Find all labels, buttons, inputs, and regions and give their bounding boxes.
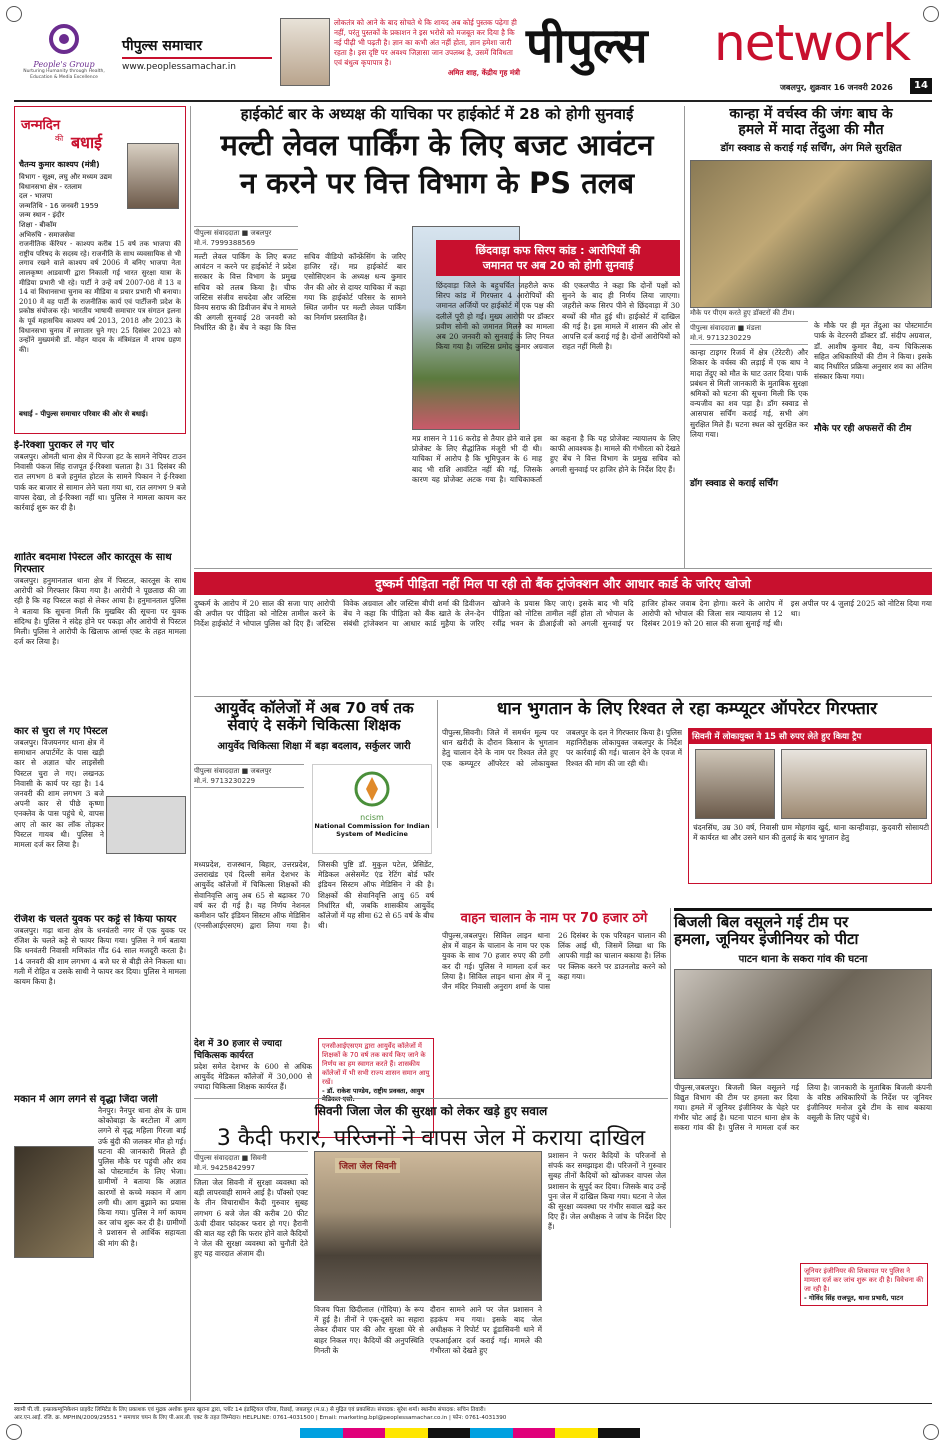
lead-headline-2: न करने पर वित्त विभाग के PS तलब: [239, 165, 635, 200]
cough-body: छिंदवाड़ा जिले के बहुचर्चित जहरीले कफ सिरप कांड में गिरफ्तार 4 आरोपियों की जमानत अर्जियों पर हाईकोर्ट में एक पक्ष की दलीलें पूरी हो गईं। मुख्य आरोपी पर डॉक्टर प्रवीण सोनी को जमानत मिलने का मामला अब 20 जनवरी को सुनवाई के लिए नियत किया गया है। जस्टिस प्रमोद कुमार अग्रवाल की एकलपीठ ने कहा कि दोनों पक्षों को सुनने के बाद ही निर्णय लिया जाएगा। जहरीले कफ सिरप पीने से छिंदवाड़ा में 30 बच्चों की मौत हुई थी। हाईकोर्ट में दाखिल की गई है। इस मामले में शासन की ओर से आपत्ति दर्ज कराई गई है। दोनों आरोपियों को राहत नहीं मिली है।: [436, 281, 680, 352]
birthday-name: चैतन्य कुमार काश्यप (मंत्री): [19, 160, 100, 169]
kanha-subhead-1: मौके पर रही अफसरों की टीम: [814, 424, 912, 435]
color-swatch: [513, 1428, 556, 1438]
kanha-body-2: के मौके पर ही मृत तेंदुआ का पोस्टमार्टम पार्क के वेटरनरी डॉक्टर डॉ. संदीप अग्रवाल, डॉ. आशीष कुमार वैद्य, वन्य चिकित्सक सहित अधिकारियों की टीम ने किया। इसके बाद निर्धारित प्रक्रिया अनुसार शव का अंतिम संस्कार किया गया।: [814, 321, 932, 382]
footer: [14, 1406, 932, 1422]
ncism-logo: [312, 764, 432, 854]
ncism-leaf-icon: [352, 769, 392, 809]
kanha-headline-1: कान्हा में वर्चस्व की जंगः बाघ के: [729, 106, 893, 122]
ayurveda-body: मध्यप्रदेश, राजस्थान, बिहार, उत्तरप्रदेश, उत्तराखंड एवं दिल्ली समेत देशभर के आयुर्वेद कॉलेजों में चिकित्सा शिक्षकों की सेवानिवृत्ति आयु अब 65 से बढ़ाकर 70 वर्ष कर दी गई है। यह निर्णय नेशनल कमीशन फॉर इंडियन सिस्टम ऑफ मेडिसिन (एनसीआईएसएम) द्वारा लिया गया है। जिसकी पुष्टि डॉ. मुकुल पटेल, प्रेसिडेंट, मेडिकल असेसमेंट एंड रेटिंग बोर्ड फॉर इंडियन सिस्टम ऑफ मेडिसिन ने की है। शिक्षकों की सेवानिवृत्ति आयु 65 वर्ष निर्धारित थी, जबकि शासकीय आयुर्वेद कॉलेजों में यह सीमा 62 से 65 वर्ष के बीच थी।: [194, 860, 434, 931]
brief-title: ई-रिक्शा पुराकर ले गए चोर: [14, 440, 114, 451]
registration-mark-bottom-right: [923, 1424, 939, 1440]
left-news-column: [14, 440, 186, 1400]
brief-body: जबलपुर। गढ़ा थाना क्षेत्र के धनवंतरी नगर में एक युवक पर रंजिश के चलते कट्टे से फायर किया गया। पुलिस ने गर्म बताया कि धनवंतरी निवासी मणिकांत गौंड 64 साल मजदूरी करता है। 14 जनवरी की शाम लगभग 4 बजे घर से बीड़ी लेने निकला था। गली में रोहित व उसके साथी ने फायर कर दिया। पुलिस ने मामला कायम किया है।: [14, 926, 186, 987]
kanha-subhead: डॉग स्क्वाड से कराई गई सर्चिंग, अंग मिले सुरक्षित: [720, 143, 902, 155]
birthday-detail: अभिरुचि - समाजसेवा: [19, 230, 75, 239]
color-swatch: [385, 1428, 428, 1438]
masthead: [14, 14, 932, 98]
color-swatch: [598, 1428, 641, 1438]
kanha-body: कान्हा टाइगर रिजर्व में क्षेत्र (टेरेटरी) और शिकार के वर्चस्व की लड़ाई में एक बाघ ने मादा तेंदुए को मौत के घाट उतार दिया। पार्क प्रबंधन से मिली जानकारी के मुताबिक सुरक्षा श्रमिकों को घटना की सूचना मिली कि एक वन्यजीव का शव पड़ा है। डॉग स्क्वाड से आसपास सर्चिंग कराई गई, सभी अंग सुरक्षित मिले हैं। घटना स्थल को सुरक्षित कर लिया गया।: [690, 348, 808, 439]
ayurveda-sub-body: प्रदेश समेत देशभर के 600 से अधिक आयुर्वेद मेडिकल कॉलेजों में 30,000 से ज्यादा चिकित्सा शिक्षक कार्यरत हैं।: [194, 1062, 312, 1092]
birthday-box: [14, 106, 186, 434]
accused-photo: [695, 749, 775, 819]
news-brief: [14, 1094, 186, 1374]
news-brief: [14, 552, 186, 724]
quote-author: अमित शाह, केंद्रीय गृह मंत्री: [447, 68, 520, 77]
jail-mobile: मो.नं. 9425842997: [194, 1164, 256, 1172]
paddy-headline: धान भुगतान के लिए रिश्वत ले रहा कम्प्यूटर ऑपरेटर गिरफ्तार: [496, 699, 878, 719]
brand: [522, 12, 932, 84]
jail-story: [194, 1098, 668, 1398]
section-rule: [194, 568, 932, 569]
column-divider: [670, 908, 671, 1228]
trap-photo: [781, 749, 927, 819]
vehicle-story: [442, 912, 666, 1094]
kanha-mobile: मो.नं. 9713230229: [690, 334, 752, 343]
birthday-heading-bottom: बधाई: [71, 133, 102, 152]
electricity-headline-2: हमला, जूनियर इंजीनियर को पीटा: [674, 930, 859, 949]
quote-author-photo: [280, 18, 330, 86]
birthday-heading-word: की: [55, 134, 64, 143]
brief-title: कार से चुरा ले गए पिस्टल: [14, 726, 108, 737]
jail-caption-2: दौरान सामने आने पर जेल प्रशासन ने हड़कंप मच गया। इसके बाद जेल अधीक्षक ने रिपोर्ट पर डूंडासिवनी थाने में एफआईआर दर्ज कराई गई। मामले की गंभीरता को देखते हुए: [430, 1305, 542, 1355]
brief-title: शातिर बदमाश पिस्टल और कारतूस के साथ गिरफ्तार: [14, 552, 172, 575]
birthday-heading: [19, 111, 181, 159]
masthead-rule: [14, 100, 932, 102]
ayurveda-quote-author: - डॉ. राकेश पाण्डेय, राष्ट्रीय प्रवक्ता, आयुष मेडिकल एसो.: [322, 1087, 425, 1104]
ayurveda-headline-2: सेवाएं दे सकेंगे चिकित्सा शिक्षक: [227, 716, 401, 735]
lead-body-1: मल्टी लेवल पार्किंग के लिए बजट आवंटन न करने पर हाईकोर्ट ने प्रदेश सरकार के वित्त विभाग के प्रमुख सचिव को तलब किया है। चीफ जस्टिस संजीव सचदेवा और जस्टिस विनय सराफ की डिवीजन बेंच ने मामले की अगली सुनवाई 28 जनवरी को निर्धारित की है। बेंच ने कहा कि वित्त सचिव वीडियो कॉन्फ्रेंसिंग के जरिए हाजिर रहें। मप्र हाईकोर्ट बार एसोसिएशन के अध्यक्ष धन्य कुमार जैन की ओर से दायर याचिका में कहा गया कि हाईकोर्ट परिसर के सामने स्थित जमीन पर मल्टी लेवल पार्किंग का निर्माण प्रस्तावित है।: [194, 252, 406, 333]
news-brief: [14, 726, 186, 912]
birthday-details: [19, 173, 127, 240]
column-divider: [190, 106, 191, 1401]
birthday-photo: [127, 143, 179, 209]
color-swatch: [343, 1428, 386, 1438]
footer-line-1: स्वामी पी.जी. इन्फ्राकम्युनिकेशन प्राइवेट लिमिटेड के लिए प्रकाशक एवं मुद्रक अशोक कुमार खुराना द्वारा, प्लॉट 14 इंडस्ट्रियल एरिया, रिछाई, जबलपुर (म.प्र.) से मुद्रित एवं प्रकाशित। संपादक: सुरेश शर्मा। स्थानीय संपादक: सचिन तिवारी।: [14, 1407, 486, 1413]
brief-body: नैनपुर। नैनपुर थाना क्षेत्र के ग्राम कोकोबाड़ा के बरटोला में आग लगने से वृद्ध महिला गिरजा बाई उर्फ बुंदी की जलकर मौत हो गई। घटना की जानकारी मिलते ही पुलिस मौके पर पहुंची और शव को पोस्टमार्टम के लिए भेजा। ग्रामीणों ने बताया कि अज्ञात कारणों से कच्चे मकान में आग लगी थी। आग बुझाने का प्रयास किया गया। पुलिस ने मर्ग कायम कर जांच शुरू कर दी है। ग्रामीणों ने प्रशासन से आर्थिक सहायता की मांग की है।: [98, 1106, 186, 1248]
paddy-story: [442, 700, 932, 900]
cough-headline-box: [436, 240, 680, 276]
birthday-heading-top: जन्मदिन: [21, 118, 61, 133]
jail-byline-text: पीपुल्स संवाददाता ■ सिवनी: [194, 1154, 267, 1162]
bank-story: [194, 572, 932, 692]
dateline: जबलपुर, शुक्रवार 16 जनवरी 2026: [780, 83, 893, 92]
jail-byline: [194, 1151, 308, 1175]
paper-logo: [122, 36, 272, 72]
lead-byline: [194, 226, 298, 250]
electricity-subhead: पाटन थाना के सकरा गांव की घटना: [738, 953, 868, 965]
jail-sign: जिला जेल सिवनी: [335, 1158, 400, 1173]
electricity-headline-1: बिजली बिल वसूलने गई टीम पर: [674, 913, 849, 931]
color-swatch: [470, 1428, 513, 1438]
footer-line-2: आर.एन.आई. रजि. क्र. MPHIN/2009/29551 * समाचार चयन के लिए पी.आर.बी. एक्ट के तहत जिम्मेदार। HELPLINE: 0761-4031500 | Email: marketing.bpl@peoplessamachar.co.in | फोन: 0761-4031390: [14, 1415, 507, 1421]
bank-body: दुष्कर्म के आरोप में 20 साल की सजा पाए आरोपी की अपील पर पीड़िता को नोटिस तामील करने के निर्देश हाईकोर्ट ने भोपाल पुलिस को दिए हैं। जस्टिस विवेक अग्रवाल और जस्टिस बीपी शर्मा की डिवीजन बेंच ने कहा कि पीड़िता को बैंक खाते के लेन-देन संबंधी ट्रांजेक्शन या आधार कार्ड मुहैया के जरिए खोजने के प्रयास किए जाएं। इसके बाद भी यदि पीड़िता को नोटिस तामील नहीं होता तो भोपाल के रवींद्र भवन के डीआईजी को अगली सुनवाई पर हाजिर होकर जवाब देना होगा। करने के आरोप में आरोपी को भोपाल की जिला सत्र न्यायालय से 12 दिसंबर 2019 को 20 साल की सजा सुनाई गई थी। इस अपील पर 4 जुलाई 2025 को नोटिस दिया गया था।: [194, 599, 932, 629]
birthday-detail: दल - भाजपा: [19, 192, 53, 201]
jail-headline: 3 कैदी फरार, परिजनों ने वापस जेल में कराया दाखिल: [216, 1126, 646, 1151]
jail-body-1: जिला जेल सिवनी में सुरक्षा व्यवस्था को बड़ी लापरवाही सामने आई है। पॉक्सो एक्ट के तीन विचाराधीन कैदी गुरुवार सुबह लगभग 6 बजे जेल की करीब 20 फीट ऊंची दीवार फांदकर फरार हो गए। हैरानी की बात यह रही कि फरार होने वाले कैदियों ने जेल की सुरक्षा व्यवस्था को चुनौती देते हुए यह वारदात अंजाम दी।: [194, 1178, 308, 1259]
cough-syrup-story: [436, 240, 680, 556]
vehicle-headline: वाहन चालान के नाम पर 70 हजार ठगे: [460, 911, 648, 926]
lead-byline-text: पीपुल्स संवाददाता ■ जबलपुर: [194, 229, 272, 237]
color-swatch: [555, 1428, 598, 1438]
kanha-photo: [690, 160, 932, 308]
paddy-box-title: सिवनी में लोकायुक्त ने 15 सौ रुपए लेते हुए किया ट्रैप: [689, 729, 931, 744]
color-swatch: [428, 1428, 471, 1438]
kanha-story: [690, 106, 932, 566]
news-brief: [14, 440, 186, 550]
group-logo-icon: [44, 22, 84, 56]
brand-network: network: [714, 14, 911, 72]
group-name: People's Group: [33, 60, 95, 69]
vehicle-body: पीपुल्स,जबलपुर। सिविल लाइन थाना क्षेत्र में वाहन के चालान के नाम पर एक युवक के साथ 70 हजार रुपए की ठगी कर दी गई। पुलिस ने मामला दर्ज कर लिया है। सिविल लाइन थाना क्षेत्र में नू जैन मंदिर निवासी अनुराग शर्मा के पास 26 दिसंबर के एक परिवहन चालान की लिंक आई थी, जिसमें लिखा था कि आपकी गाड़ी का चालान बकाया है। लिंक पर क्लिक करने पर डाउनलोड करने को कहा गया।: [442, 930, 666, 991]
lead-body-2: मप्र शासन ने 116 करोड़ से तैयार होने वाले इस प्रोजेक्ट के लिए सैद्धांतिक मंजूरी भी दी थी। याचिका में आरोप है कि भूमिपूजन के 6 माह बाद भी राशि आवंटित नहीं की गई, जिसके कारण यह प्रोजेक्ट अटक गया है। याचिकाकर्ता का कहना है कि यह प्रोजेक्ट न्यायालय के लिए काफी आवश्यक है। मामले की गंभीरता को देखते हुए बेंच ने वित्त विभाग के प्रमुख सचिव को अगली सुनवाई पर हाजिर होने के निर्देश दिए हैं।: [412, 434, 680, 484]
cough-headline-2: जमानत पर अब 20 को होगी सुनवाई: [482, 259, 634, 272]
electricity-box-author: - गोविंद सिंह राजपूत, थाना प्रभारी, पाटन: [804, 1293, 904, 1302]
brief-body: जबलपुर। विजयनगर थाना क्षेत्र में समाधान अपार्टमेंट के पास खड़ी कार से अज्ञात चोर लाइसेंसी पिस्टल चुरा ले गए। लखनऊ निवासी के कार्य पर रहा है। 14 जनवरी की शाम लगभग 3 बजे अपनी कार से पीछे कृष्णा एनक्लेव के पास पहुंचे थे, वापस आए तो कार का लॉक तोड़कर पिस्टल गायब थी। पुलिस ने मामला दर्ज कर लिया है।: [14, 738, 104, 850]
ayurveda-sub: देश में 30 हजार से ज्यादा चिकित्सक कार्यरत: [194, 1039, 282, 1061]
group-logo: [14, 22, 114, 88]
cough-headline-1: छिंदवाड़ा कफ सिरप कांड : आरोपियों की: [475, 244, 641, 257]
color-swatch: [300, 1428, 343, 1438]
birthday-detail: जन्म स्थान - इंदौर: [19, 211, 65, 220]
fire-photo: [14, 1146, 94, 1258]
group-tagline: Nurturing Humanity through Health, Education & Media Excellence: [23, 69, 105, 80]
electricity-story: [674, 908, 932, 1378]
column-divider: [437, 700, 438, 828]
jail-photo: [314, 1151, 542, 1301]
brief-body: जबलपुर। हनुमानताल थाना क्षेत्र में पिस्टल, कारतूस के साथ आरोपी को गिरफ्तार किया गया है। आरोपी ने पूछताछ की जा रही है कि वह पिस्टल कहां से लेकर आया है। हनुमानताल पुलिस ने बताया कि सूचना मिली कि मुखबिर की सूचना पर युवक संदिग्ध है। पुलिस ने संदेह होने पर पकड़ा और आरोपी से पिस्टल मिली। पुलिस ने आरोपी के खिलाफ आर्म्स एक्ट के तहत मामला दर्ज कर लिया है।: [14, 576, 186, 647]
column-divider: [684, 106, 685, 568]
birthday-detail: शिक्षा - बीकॉम: [19, 220, 57, 229]
electricity-photo: [674, 969, 932, 1079]
brand-peoples: पीपुल्स: [526, 18, 648, 74]
electricity-box-text: जूनियर इंजीनियर की शिकायत पर पुलिस ने मामला दर्ज कर जांच शुरू कर दी है। विवेचना की जा रही है।: [804, 1266, 924, 1293]
paddy-caption: चंदनसिंघ, उम्र 30 वर्ष, निवासी ग्राम मोहगांव खुर्द, थाना कान्हीवाड़ा, कुदवारी सोसायटी में कार्यरत था और उसने धान की तुलाई के बाद भुगतान हेतु: [693, 823, 929, 843]
section-rule: [194, 696, 932, 697]
ncism-logo-text: ncism: [360, 813, 384, 822]
electricity-box: [800, 1263, 928, 1306]
lead-kicker: हाईकोर्ट बार के अध्यक्ष की याचिका पर हाईकोर्ट में 28 को होगी सुनवाई: [240, 105, 634, 123]
birthday-detail: विधानसभा क्षेत्र - रतलाम: [19, 182, 82, 191]
kanha-subhead-2: डॉग स्क्वाड से कराई सर्चिंग: [690, 479, 778, 490]
ayurveda-byline: [194, 764, 304, 788]
ayurveda-subhead: आयुर्वेद चिकित्सा शिक्षा में बड़ा बदलाव, सर्कुलर जारी: [217, 740, 411, 752]
kanha-headline-2: हमले में मादा तेंदुआ की मौत: [738, 122, 884, 139]
ayurveda-mobile: मो.नं. 9713230229: [194, 777, 256, 785]
paddy-body: पीपुल्स,सिवनी। जिले में समर्थन मूल्य पर धान खरीदी के दौरान किसान के भुगतान हेतु चालान देने के नाम पर रिश्वत लेते हुए एक कम्प्यूटर ऑपरेटर को लोकायुक्त जबलपुर के दल ने गिरफ्तार किया है। पुलिस महानिरीक्षक लोकायुक्त जबलपुर के निर्देश पर कार्रवाई की गई। चालान देने के एवज में रिश्वत की मांग की जा रही थी।: [442, 728, 682, 768]
brief-title: रंजिश के चलते युवक पर कट्टे से किया फायर: [14, 914, 177, 925]
color-bar: [300, 1428, 640, 1438]
kanha-caption: मौके पर पीएम करते हुए डॉक्टरों की टीम।: [690, 309, 795, 318]
kanha-byline: [690, 321, 808, 345]
page-number: 14: [910, 78, 932, 94]
brief-title: मकान में आग लगने से वृद्धा जिंदा जली: [14, 1094, 158, 1105]
paper-name: पीपुल्स समाचार: [122, 36, 272, 59]
masthead-quote: [334, 18, 520, 78]
birthday-detail: विभाग - सूक्ष्म, लघु और मध्यम उद्यम: [19, 173, 112, 181]
quote-text: लोकतंत्र को आने के बाद सोचते थे कि शायद अब कोई पुस्तक पढ़ेगा ही नहीं, परंतु पुस्तकों के प्रकाशन ने इस भरोसे को मजबूत कर दिया है कि नई पीढ़ी भी पढ़ती है। ज्ञान का कभी अंत नहीं होता, ज्ञान हमेशा जारी रहता है। इस दृष्टि पर अवश्य जिज्ञासा जान उपलब्ध है, उसमें विविधता एवं बंधुत्व कृपापात्र है।: [334, 18, 517, 67]
news-brief: [14, 914, 186, 1092]
ncism-logo-name: National Commission for Indian System of Medicine: [314, 822, 430, 838]
lead-headline-1: मल्टी लेवल पार्किंग के लिए बजट आवंटन: [220, 128, 654, 163]
birthday-detail: जन्मतिथि - 16 जनवरी 1959: [19, 201, 99, 210]
jail-kicker: सिवनी जिला जेल की सुरक्षा को लेकर खड़े हुए सवाल: [314, 1104, 548, 1118]
website[interactable]: www.peoplessamachar.in: [122, 62, 236, 72]
jail-caption-1: विजय पिता छिदीलाल (गोंदिया) के रूप में हुई है। तीनों ने एक-दूसरे का सहारा लेकर दीवार पार की और सुरक्षा घेरे से बाहर निकल गए। कैदियों की अनुपस्थिति गिनती के: [314, 1305, 424, 1355]
brief-body: जबलपुर। ओमती थाना क्षेत्र में पिज्जा हट के सामने नेपियर टाउन निवासी पंकज सिंह राजपूत ई-रिक्शा चलाता है। 31 दिसंबर की रात लगभग 8 बजे हनुमंत होटल के सामने पिकान ने ई-रिक्शा पार्क कर बाजार से सामान लेने चला गया था, रात लगभग 9 बजे वापस देखा, तो ई-रिक्शा नहीं था। पुलिस ने मामला कायम कर कार्रवाई शुरू कर दी है।: [14, 452, 186, 513]
ayurveda-byline-text: पीपुल्स संवाददाता ■ जबलपुर: [194, 767, 272, 775]
birthday-body: राजनीतिक कॅरियर - काश्यप करीब 15 वर्ष तक भाजपा की राष्ट्रीय परिषद के सदस्य रहे। राजनीति के साथ व्यवसायिक से भी लगाव रखने वाले काश्यप वर्ष 2006 में बनिए भाजपा नेता लालकृष्ण आडवाणी द्वारा निकाली गई भारत सुरक्षा यात्रा के मीडिया प्रभारी भी रहे। पार्टी ने उन्हें वर्ष 2007-08 में 13 व 14 वां विधानसभा चुनाव का मीडिया व प्रचार प्रभारी भी बनाया। 2010 में वह पार्टी के राजनीतिक कार्य एवं पार्टीजनी प्रदेश के प्रकोष्ठ संयोजक रहे। भारतीय भाषायी समाचार पत्र संगठन इलना के पूर्व महासचिव काश्यप वर्ष 2013, 2018 और 2023 के विधानसभा चुनाव में लगातार चुने गए। 25 दिसंबर 2023 को उन्होंने मुख्यमंत्री डॉ. मोहन यादव के मंत्रिमंडल में शपथ ग्रहण की।: [19, 240, 181, 354]
footer-rule: [14, 1403, 932, 1404]
birthday-wish: बधाई - पीपुल्स समाचार परिवार की ओर से बधाई।: [19, 410, 148, 419]
pistol-photo: [106, 796, 186, 854]
paddy-box: [688, 728, 932, 884]
ayurveda-headline-1: आयुर्वेद कॉलेजों में अब 70 वर्ष तक: [214, 699, 414, 717]
ayurveda-quote: एनसीआईएसएम द्वारा आयुर्वेद कॉलेजों में शिक्षकों के 70 वर्ष तक कार्य किए जाने के निर्णय का हम स्वागत करते हैं। शासकीय कॉलेजों में भी सभी राज्य शासन समान आयु रखें।: [322, 1042, 430, 1086]
registration-mark-bottom-left: [6, 1424, 22, 1440]
kanha-byline-text: पीपुल्स संवाददाता ■ मंडला: [690, 324, 762, 333]
electricity-body: पीपुल्स,जबलपुर। बिजली बिल वसूलने गई विद्युत विभाग की टीम पर हमला कर दिया गया। हमले में जूनियर इंजीनियर के चेहरे पर गंभीर चोट आई है। घटना पाटन थाना क्षेत्र के सकरा गांव की है। पुलिस ने मामला दर्ज कर लिया है। जानकारी के मुताबिक बिजली कंपनी के वरिष्ठ अधिकारियों के निर्देश पर जूनियर इंजीनियर मनोज दुबे टीम के साथ बकाया वसूली के लिए पहुंचे थे।: [674, 1082, 932, 1133]
jail-body-2: प्रशासन ने फरार कैदियों के परिजनों से संपर्क कर समझाइश दी। परिजनों ने गुरुवार सुबह तीनों कैदियों को खोजकर वापस जेल प्रशासन के सुपुर्द कर दिया। जिसके बाद उन्हें पुनः जेल में दाखिल किया गया। घटना ने जेल की सुरक्षा व्यवस्था पर गंभीर सवाल खड़े कर दिए हैं। जेल अधीक्षक ने जांच के निर्देश दिए हैं।: [548, 1151, 666, 1232]
bank-headline: दुष्कर्म पीड़िता नहीं मिल पा रही तो बैंक ट्रांजेक्शन और आधार कार्ड के जरिए खोजो: [194, 572, 932, 595]
lead-mobile: मो.नं. 7999388569: [194, 239, 256, 247]
